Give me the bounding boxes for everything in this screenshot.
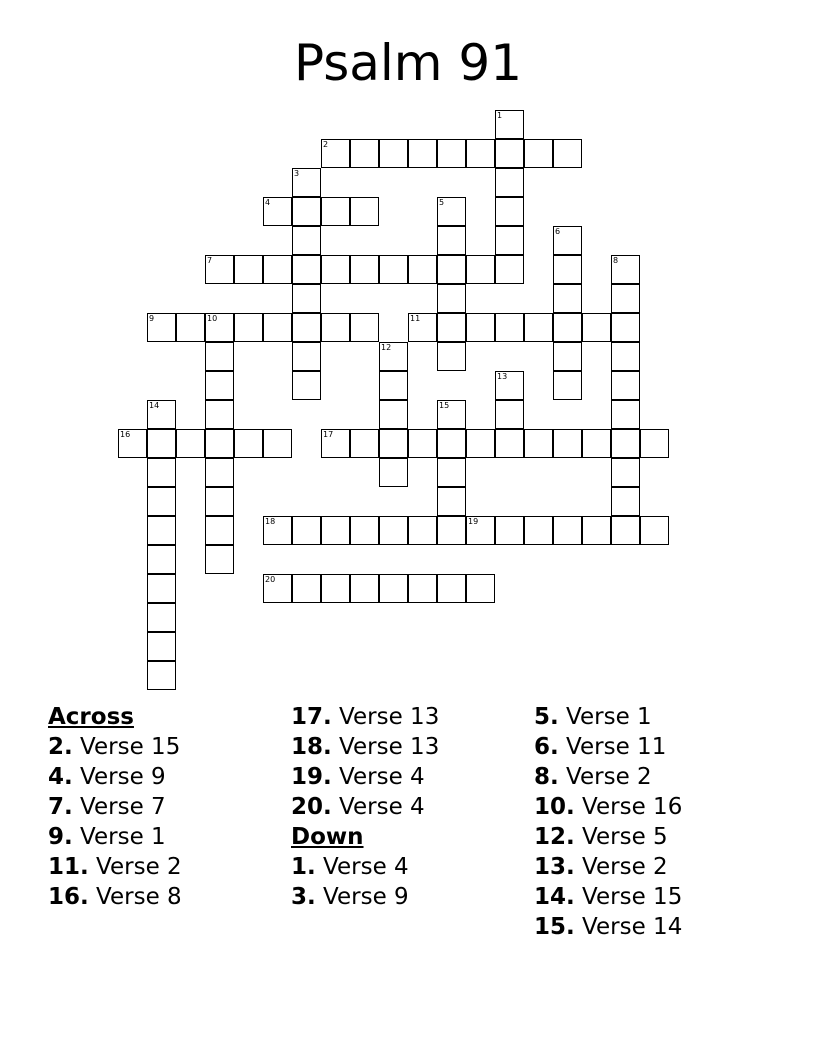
grid-cell[interactable] bbox=[437, 429, 466, 458]
grid-cell[interactable] bbox=[205, 255, 234, 284]
grid-cell[interactable] bbox=[611, 284, 640, 313]
grid-cell[interactable] bbox=[640, 429, 669, 458]
clue-number: 17. bbox=[291, 704, 332, 730]
grid-cell[interactable] bbox=[553, 342, 582, 371]
grid-cell[interactable] bbox=[292, 284, 321, 313]
clue-column-2 bbox=[291, 702, 439, 912]
grid-cell[interactable] bbox=[147, 516, 176, 545]
grid-cell[interactable] bbox=[611, 429, 640, 458]
down-heading: Down bbox=[291, 824, 364, 850]
grid-cell[interactable] bbox=[437, 516, 466, 545]
grid-cell[interactable] bbox=[466, 139, 495, 168]
grid-cell[interactable] bbox=[263, 516, 292, 545]
cell-number: 19 bbox=[468, 517, 479, 526]
grid-cell[interactable] bbox=[350, 255, 379, 284]
clue-text: Verse 4 bbox=[331, 794, 425, 820]
down-clue bbox=[534, 732, 682, 762]
clue-number: 2. bbox=[48, 734, 73, 760]
clue-number: 19. bbox=[291, 764, 332, 790]
grid-cell[interactable] bbox=[379, 516, 408, 545]
grid-cell[interactable] bbox=[350, 429, 379, 458]
cell-number: 8 bbox=[613, 256, 619, 265]
clue-text: Verse 7 bbox=[72, 794, 166, 820]
clue-text: Verse 14 bbox=[574, 914, 683, 940]
grid-cell[interactable] bbox=[408, 139, 437, 168]
cell-number: 10 bbox=[207, 314, 218, 323]
grid-cell[interactable] bbox=[524, 516, 553, 545]
grid-cell[interactable] bbox=[292, 574, 321, 603]
clue-number: 9. bbox=[48, 824, 73, 850]
grid-cell[interactable] bbox=[205, 429, 234, 458]
grid-cell[interactable] bbox=[379, 255, 408, 284]
grid-cell[interactable] bbox=[205, 458, 234, 487]
clue-column-1 bbox=[48, 702, 182, 912]
grid-cell[interactable] bbox=[524, 429, 553, 458]
grid-cell[interactable] bbox=[466, 574, 495, 603]
grid-cell[interactable] bbox=[176, 313, 205, 342]
grid-cell[interactable] bbox=[553, 139, 582, 168]
grid-cell[interactable] bbox=[495, 139, 524, 168]
down-clue bbox=[534, 882, 682, 912]
cell-number: 15 bbox=[439, 401, 450, 410]
grid-cell[interactable] bbox=[408, 313, 437, 342]
down-clue bbox=[534, 792, 682, 822]
grid-cell[interactable] bbox=[263, 197, 292, 226]
clue-text: Verse 4 bbox=[315, 854, 409, 880]
grid-cell[interactable] bbox=[205, 313, 234, 342]
clue-number: 11. bbox=[48, 854, 89, 880]
clue-text: Verse 11 bbox=[558, 734, 667, 760]
grid-cell[interactable] bbox=[611, 255, 640, 284]
clue-text: Verse 1 bbox=[72, 824, 166, 850]
across-clue bbox=[291, 702, 439, 732]
grid-cell[interactable] bbox=[495, 197, 524, 226]
grid-cell[interactable] bbox=[437, 574, 466, 603]
clue-text: Verse 2 bbox=[558, 764, 652, 790]
clue-text: Verse 2 bbox=[574, 854, 668, 880]
grid-cell[interactable] bbox=[321, 313, 350, 342]
grid-cell[interactable] bbox=[292, 255, 321, 284]
across-clue bbox=[291, 762, 439, 792]
grid-cell[interactable] bbox=[466, 313, 495, 342]
grid-cell[interactable] bbox=[147, 313, 176, 342]
grid-cell[interactable] bbox=[263, 429, 292, 458]
clue-text: Verse 9 bbox=[72, 764, 166, 790]
grid-cell[interactable] bbox=[147, 429, 176, 458]
grid-cell[interactable] bbox=[350, 139, 379, 168]
grid-cell[interactable] bbox=[147, 632, 176, 661]
grid-cell[interactable] bbox=[321, 197, 350, 226]
down-clue bbox=[291, 882, 439, 912]
grid-cell[interactable] bbox=[292, 313, 321, 342]
down-clue bbox=[534, 762, 682, 792]
grid-cell[interactable] bbox=[321, 429, 350, 458]
grid-cell[interactable] bbox=[437, 197, 466, 226]
clue-text: Verse 5 bbox=[574, 824, 668, 850]
grid-cell[interactable] bbox=[321, 516, 350, 545]
grid-cell[interactable] bbox=[292, 168, 321, 197]
clue-number: 12. bbox=[534, 824, 575, 850]
clue-number: 6. bbox=[534, 734, 559, 760]
grid-cell[interactable] bbox=[495, 429, 524, 458]
grid-cell[interactable] bbox=[466, 429, 495, 458]
down-clue bbox=[534, 702, 682, 732]
cell-number: 9 bbox=[149, 314, 155, 323]
grid-cell[interactable] bbox=[205, 516, 234, 545]
grid-cell[interactable] bbox=[350, 197, 379, 226]
clue-number: 14. bbox=[534, 884, 575, 910]
grid-cell[interactable] bbox=[379, 429, 408, 458]
grid-cell[interactable] bbox=[582, 429, 611, 458]
grid-cell[interactable] bbox=[205, 545, 234, 574]
grid-cell[interactable] bbox=[292, 197, 321, 226]
grid-cell[interactable] bbox=[292, 342, 321, 371]
clue-text: Verse 16 bbox=[574, 794, 683, 820]
grid-cell[interactable] bbox=[147, 545, 176, 574]
grid-cell[interactable] bbox=[321, 139, 350, 168]
grid-cell[interactable] bbox=[147, 661, 176, 690]
across-clue bbox=[48, 762, 182, 792]
cell-number: 12 bbox=[381, 343, 392, 352]
grid-cell[interactable] bbox=[582, 516, 611, 545]
grid-cell[interactable] bbox=[408, 516, 437, 545]
grid-cell[interactable] bbox=[466, 255, 495, 284]
grid-cell[interactable] bbox=[524, 139, 553, 168]
grid-cell[interactable] bbox=[611, 313, 640, 342]
grid-cell[interactable] bbox=[611, 342, 640, 371]
grid-cell[interactable] bbox=[147, 574, 176, 603]
grid-cell[interactable] bbox=[234, 313, 263, 342]
grid-cell[interactable] bbox=[263, 255, 292, 284]
grid-cell[interactable] bbox=[582, 313, 611, 342]
grid-cell[interactable] bbox=[495, 255, 524, 284]
cell-number: 4 bbox=[265, 198, 271, 207]
grid-cell[interactable] bbox=[350, 516, 379, 545]
clue-text: Verse 13 bbox=[331, 734, 440, 760]
grid-cell[interactable] bbox=[495, 110, 524, 139]
grid-cell[interactable] bbox=[437, 400, 466, 429]
clue-text: Verse 1 bbox=[558, 704, 652, 730]
clue-number: 8. bbox=[534, 764, 559, 790]
across-clue bbox=[291, 792, 439, 822]
grid-cell[interactable] bbox=[147, 603, 176, 632]
grid-cell[interactable] bbox=[495, 371, 524, 400]
down-clue bbox=[534, 822, 682, 852]
grid-cell[interactable] bbox=[437, 284, 466, 313]
grid-cell[interactable] bbox=[495, 168, 524, 197]
grid-cell[interactable] bbox=[263, 313, 292, 342]
grid-cell[interactable] bbox=[611, 458, 640, 487]
clue-text: Verse 15 bbox=[72, 734, 181, 760]
grid-cell[interactable] bbox=[350, 313, 379, 342]
clue-number: 3. bbox=[291, 884, 316, 910]
down-clue bbox=[534, 912, 682, 942]
grid-cell[interactable] bbox=[466, 516, 495, 545]
grid-cell[interactable] bbox=[321, 255, 350, 284]
down-clue bbox=[291, 852, 439, 882]
grid-cell[interactable] bbox=[437, 342, 466, 371]
grid-cell[interactable] bbox=[495, 516, 524, 545]
grid-cell[interactable] bbox=[437, 139, 466, 168]
grid-cell[interactable] bbox=[205, 400, 234, 429]
grid-cell[interactable] bbox=[263, 574, 292, 603]
grid-cell[interactable] bbox=[553, 226, 582, 255]
grid-cell[interactable] bbox=[147, 400, 176, 429]
grid-cell[interactable] bbox=[408, 429, 437, 458]
grid-cell[interactable] bbox=[495, 313, 524, 342]
grid-cell[interactable] bbox=[379, 400, 408, 429]
cell-number: 6 bbox=[555, 227, 561, 236]
clue-number: 7. bbox=[48, 794, 73, 820]
grid-cell[interactable] bbox=[495, 400, 524, 429]
cell-number: 11 bbox=[410, 314, 421, 323]
grid-cell[interactable] bbox=[234, 429, 263, 458]
cell-number: 17 bbox=[323, 430, 334, 439]
clue-text: Verse 15 bbox=[574, 884, 683, 910]
grid-cell[interactable] bbox=[234, 255, 263, 284]
down-clue bbox=[534, 852, 682, 882]
across-clue bbox=[48, 882, 182, 912]
grid-cell[interactable] bbox=[205, 487, 234, 516]
grid-cell[interactable] bbox=[524, 313, 553, 342]
across-heading: Across bbox=[48, 704, 134, 730]
grid-cell[interactable] bbox=[176, 429, 205, 458]
cell-number: 5 bbox=[439, 198, 445, 207]
grid-cell[interactable] bbox=[118, 429, 147, 458]
grid-cell[interactable] bbox=[437, 255, 466, 284]
grid-cell[interactable] bbox=[205, 342, 234, 371]
grid-cell[interactable] bbox=[205, 371, 234, 400]
grid-cell[interactable] bbox=[147, 487, 176, 516]
grid-cell[interactable] bbox=[553, 284, 582, 313]
grid-cell[interactable] bbox=[321, 574, 350, 603]
cell-number: 14 bbox=[149, 401, 160, 410]
grid-cell[interactable] bbox=[611, 516, 640, 545]
cell-number: 2 bbox=[323, 140, 329, 149]
grid-cell[interactable] bbox=[553, 371, 582, 400]
clue-number: 10. bbox=[534, 794, 575, 820]
clue-number: 4. bbox=[48, 764, 73, 790]
grid-cell[interactable] bbox=[611, 400, 640, 429]
grid-cell[interactable] bbox=[292, 371, 321, 400]
grid-cell[interactable] bbox=[379, 574, 408, 603]
grid-cell[interactable] bbox=[553, 313, 582, 342]
cell-number: 7 bbox=[207, 256, 213, 265]
cell-number: 18 bbox=[265, 517, 276, 526]
clue-number: 1. bbox=[291, 854, 316, 880]
grid-cell[interactable] bbox=[379, 342, 408, 371]
across-clue bbox=[48, 852, 182, 882]
clue-text: Verse 2 bbox=[88, 854, 182, 880]
clue-number: 15. bbox=[534, 914, 575, 940]
grid-cell[interactable] bbox=[437, 226, 466, 255]
grid-cell[interactable] bbox=[611, 371, 640, 400]
grid-cell[interactable] bbox=[437, 458, 466, 487]
cell-number: 3 bbox=[294, 169, 300, 178]
grid-cell[interactable] bbox=[640, 516, 669, 545]
grid-cell[interactable] bbox=[350, 574, 379, 603]
grid-cell[interactable] bbox=[147, 458, 176, 487]
grid-cell[interactable] bbox=[292, 226, 321, 255]
grid-cell[interactable] bbox=[379, 458, 408, 487]
cell-number: 16 bbox=[120, 430, 131, 439]
cell-number: 20 bbox=[265, 575, 276, 584]
cell-number: 1 bbox=[497, 111, 503, 120]
grid-cell[interactable] bbox=[553, 429, 582, 458]
clue-text: Verse 13 bbox=[331, 704, 440, 730]
across-clue bbox=[48, 792, 182, 822]
clue-number: 5. bbox=[534, 704, 559, 730]
clue-number: 16. bbox=[48, 884, 89, 910]
clue-text: Verse 4 bbox=[331, 764, 425, 790]
clue-number: 18. bbox=[291, 734, 332, 760]
grid-cell[interactable] bbox=[437, 313, 466, 342]
grid-cell[interactable] bbox=[495, 226, 524, 255]
grid-cell[interactable] bbox=[437, 487, 466, 516]
grid-cell[interactable] bbox=[292, 516, 321, 545]
across-clue bbox=[48, 732, 182, 762]
grid-cell[interactable] bbox=[408, 255, 437, 284]
cell-number: 13 bbox=[497, 372, 508, 381]
grid-cell[interactable] bbox=[408, 574, 437, 603]
grid-cell[interactable] bbox=[379, 371, 408, 400]
page-title: Psalm 91 bbox=[293, 34, 523, 92]
grid-cell[interactable] bbox=[553, 255, 582, 284]
clue-text: Verse 9 bbox=[315, 884, 409, 910]
grid-cell[interactable] bbox=[611, 487, 640, 516]
across-clue bbox=[48, 822, 182, 852]
grid-cell[interactable] bbox=[553, 516, 582, 545]
clue-text: Verse 8 bbox=[88, 884, 182, 910]
clue-number: 20. bbox=[291, 794, 332, 820]
grid-cell[interactable] bbox=[379, 139, 408, 168]
clue-column-3 bbox=[534, 702, 682, 942]
across-clue bbox=[291, 732, 439, 762]
clue-number: 13. bbox=[534, 854, 575, 880]
